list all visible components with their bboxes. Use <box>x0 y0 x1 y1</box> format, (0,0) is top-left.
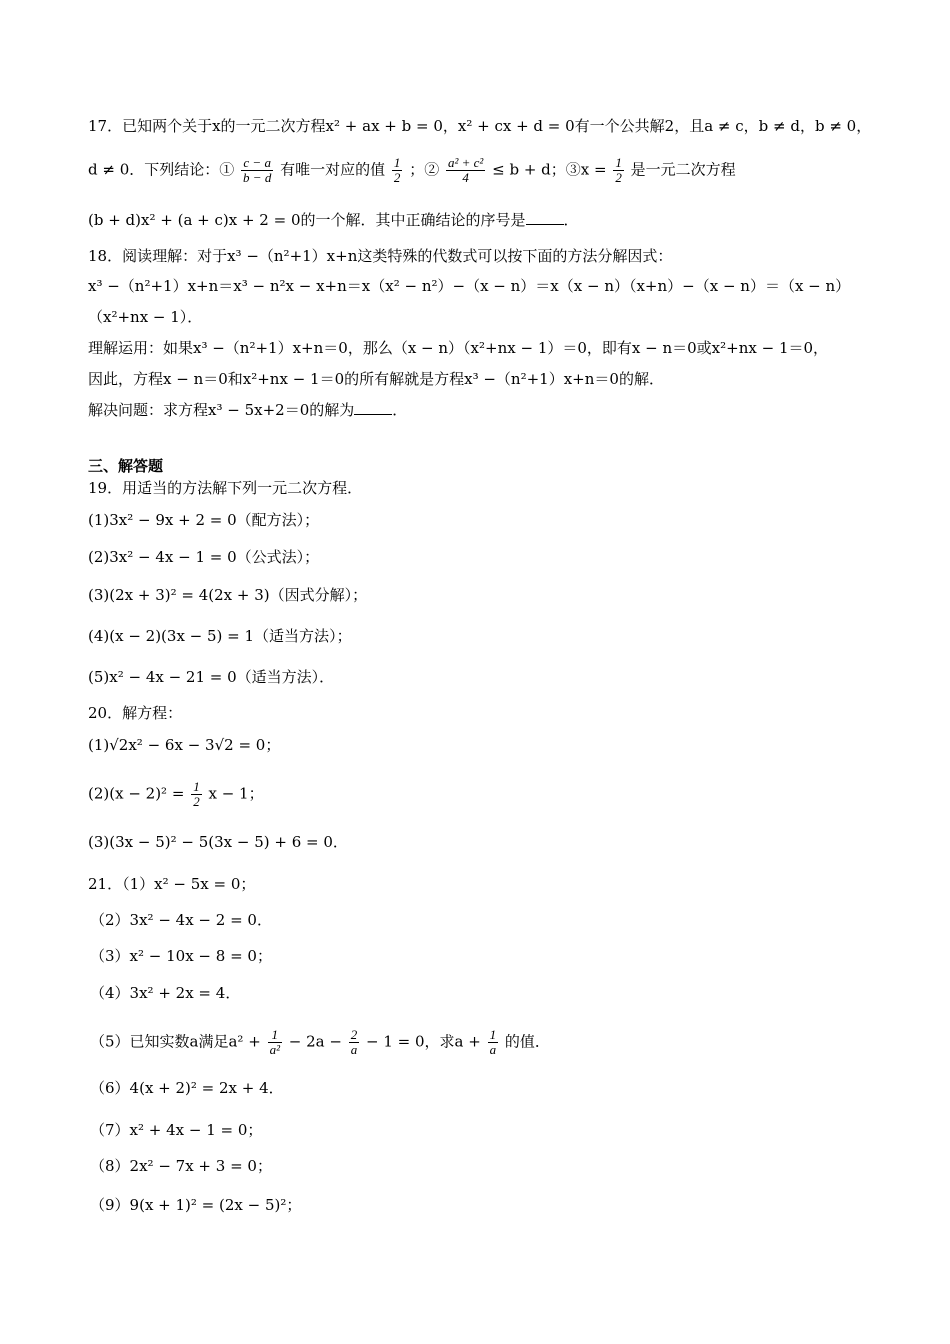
q17-line2-text-a: d ≠ 0．下列结论：① <box>88 160 235 179</box>
q21-item-6: （6）4(x + 2)² = 2x + 4． <box>90 1079 284 1097</box>
q17-answer-blank <box>526 210 564 225</box>
q19-item-5: (5)x² − 4x − 21 = 0（适当方法）． <box>88 668 335 686</box>
q17-fraction-1: $\frac{c - a}{b - d}$ <box>243 155 272 185</box>
q21-item5-fraction-2: $\frac{2}{a}$ <box>350 1027 358 1057</box>
q17-fraction-3: $\frac{\text{a² + c²}}{4}$ <box>447 155 484 185</box>
q20-item-1: (1)√2x² − 6x − 3√2 = 0； <box>88 736 281 754</box>
q21-item-4: （4）3x² + 2x = 4． <box>90 984 241 1002</box>
q17-line3-end: ． <box>563 211 579 229</box>
q19-item-4: (4)(x − 2)(3x − 5) = 1（适当方法）； <box>88 627 352 645</box>
q21-item5-text-a: （5）已知实数a满足a² + <box>90 1032 261 1051</box>
q17-line1: 17．已知两个关于x的一元二次方程x² + ax + b = 0，x² + cx + d = 0有一个公共解2，且a ≠ c，b ≠ d，b ≠ 0， <box>88 117 872 135</box>
q19-item-2: (2)3x² − 4x − 1 = 0（公式法）； <box>88 548 320 566</box>
q18-line3: （x²+nx − 1）． <box>88 308 203 326</box>
q21-item5-text-d: 的值． <box>504 1032 550 1051</box>
q20-item-3: (3)(3x − 5)² − 5(3x − 5) + 6 = 0． <box>88 833 348 851</box>
q21-item-2: （2）3x² − 4x − 2 = 0． <box>90 911 272 929</box>
q17-fraction-2: $\frac{1}{2}$ <box>393 155 401 185</box>
q20-item2-text-b: x − 1； <box>208 784 264 803</box>
q17-line2-text-b: 有唯一对应的值 <box>280 160 386 179</box>
q21-item5-text-c: − 1 = 0，求a + <box>365 1032 481 1051</box>
q17-line2 <box>88 156 736 185</box>
section-heading: 三、解答题 <box>88 457 164 475</box>
q17-line2-text-c: ；② <box>409 160 440 179</box>
q17-line2-text-e: 是一元二次方程 <box>630 160 736 179</box>
q21-item-5 <box>90 1028 550 1057</box>
q17-line3 <box>88 210 579 230</box>
q18-line6-text: 解决问题：求方程x³ − 5x+2＝0的解为 <box>88 401 355 419</box>
q21-item-1: 21．（1）x² − 5x = 0； <box>88 875 256 893</box>
q19-item-3: (3)(2x + 3)² = 4(2x + 3)（因式分解）； <box>88 586 368 604</box>
q18-line5: 因此，方程x − n＝0和x²+nx − 1＝0的所有解就是方程x³ −（n²+1）x+n＝0的解． <box>88 370 664 388</box>
q18-answer-blank <box>354 400 392 415</box>
q17-fraction-4: $\frac{1}{2}$ <box>615 155 622 185</box>
q19-item-1: (1)3x² − 9x + 2 = 0（配方法）； <box>88 511 320 529</box>
q18-line2: x³ −（n²+1）x+n＝x³ − n²x − x+n＝x（x² − n²）−（x − n）＝x（x − n）（x+n）−（x − n）＝（x − n） <box>88 277 851 295</box>
q18-line6 <box>88 400 407 420</box>
q20-item-2 <box>88 780 264 809</box>
q21-item5-fraction-3: $\frac{1}{a}$ <box>489 1027 497 1057</box>
q21-item-8: （8）2x² − 7x + 3 = 0； <box>90 1157 272 1175</box>
q21-item-9: （9）9(x + 1)² = (2x − 5)²； <box>90 1196 302 1214</box>
q21-item-3: （3）x² − 10x − 8 = 0； <box>90 947 272 965</box>
q21-item-7: （7）x² + 4x − 1 = 0； <box>90 1121 263 1139</box>
q19-stem: 19．用适当的方法解下列一元二次方程． <box>88 479 363 497</box>
q21-item5-fraction-1: $\frac{1}{\text{a²}}$ <box>269 1027 280 1057</box>
q20-item2-fraction: $\frac{1}{2}$ <box>193 779 200 809</box>
q18-line4: 理解运用：如果x³ −（n²+1）x+n＝0，那么（x − n）（x²+nx − 1）＝0，即有x − n＝0或x²+nx − 1＝0， <box>88 339 829 357</box>
q18-line6-end: ． <box>392 401 408 419</box>
q18-line1: 18．阅读理解：对于x³ −（n²+1）x+n这类特殊的代数式可以按下面的方法分解因式： <box>88 247 673 265</box>
q21-item5-text-b: − 2a − <box>288 1032 342 1051</box>
q17-line2-text-d: ≤ b + d；③x = <box>492 160 607 179</box>
q20-item2-text-a: (2)(x − 2)² = <box>88 784 185 803</box>
q20-stem: 20．解方程： <box>88 704 183 722</box>
q17-line3-text: (b + d)x² + (a + c)x + 2 = 0的一个解．其中正确结论的序号是 <box>88 211 526 229</box>
